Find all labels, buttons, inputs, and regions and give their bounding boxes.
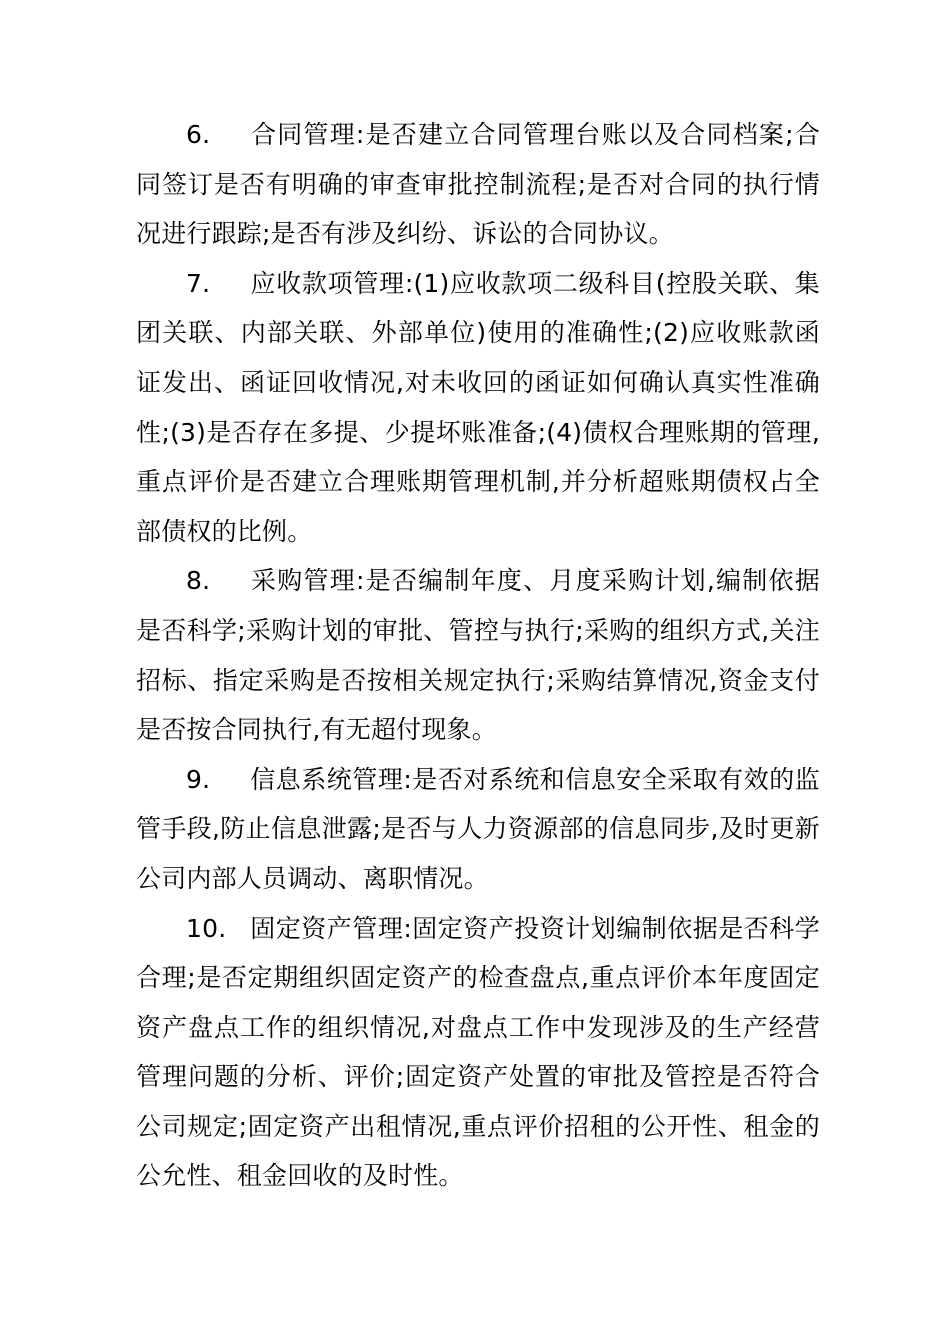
item-7 [136, 259, 820, 557]
item-9 [136, 755, 820, 904]
item-number: 6. [186, 120, 211, 149]
item-8 [136, 556, 820, 754]
document-body [136, 110, 820, 1201]
item-text: 合同管理:是否建立合同管理台账以及合同档案;合同签订是否有明确的审查审批控制流程;是否对合同的执行情况进行跟踪;是否有涉及纠纷、诉讼的合同协议。 [136, 120, 820, 249]
item-text: 信息系统管理:是否对系统和信息安全采取有效的监管手段,防止信息泄露;是否与人力资源部的信息同步,及时更新公司内部人员调动、离职情况。 [136, 764, 820, 893]
item-number: 10. [186, 913, 227, 943]
item-text: 采购管理:是否编制年度、月度采购计划,编制依据是否科学;采购计划的审批、管控与执行;采购的组织方式,关注招标、指定采购是否按相关规定执行;采购结算情况,资金支付是否按合同执行,有无超付现象。 [136, 566, 820, 745]
item-6 [136, 110, 820, 259]
item-number: 7. [186, 268, 211, 298]
item-text: 固定资产管理:固定资产投资计划编制依据是否科学合理;是否定期组织固定资产的检查盘点,重点评价本年度固定资产盘点工作的组织情况,对盘点工作中发现涉及的生产经营管理问题的分析、评价;固定资产处置的审批及管控是否符合公司规定;固定资产出租情况,重点评价招租的公开性、租金的公允性、租金回收的及时性。 [136, 913, 820, 1191]
item-10 [136, 904, 820, 1202]
item-text: 应收款项管理:(1)应收款项二级科目(控股关联、集团关联、内部关联、外部单位)使用的准确性;(2)应收账款函证发出、函证回收情况,对未收回的函证如何确认真实性准确性;(3)是否存在多提、少提坏账准备;(4)债权合理账期的管理,重点评价是否建立合理账期管理机制,并分析超账期债权占全部债权的比例。 [136, 268, 820, 546]
item-number: 9. [186, 764, 211, 794]
item-number: 8. [186, 566, 211, 596]
